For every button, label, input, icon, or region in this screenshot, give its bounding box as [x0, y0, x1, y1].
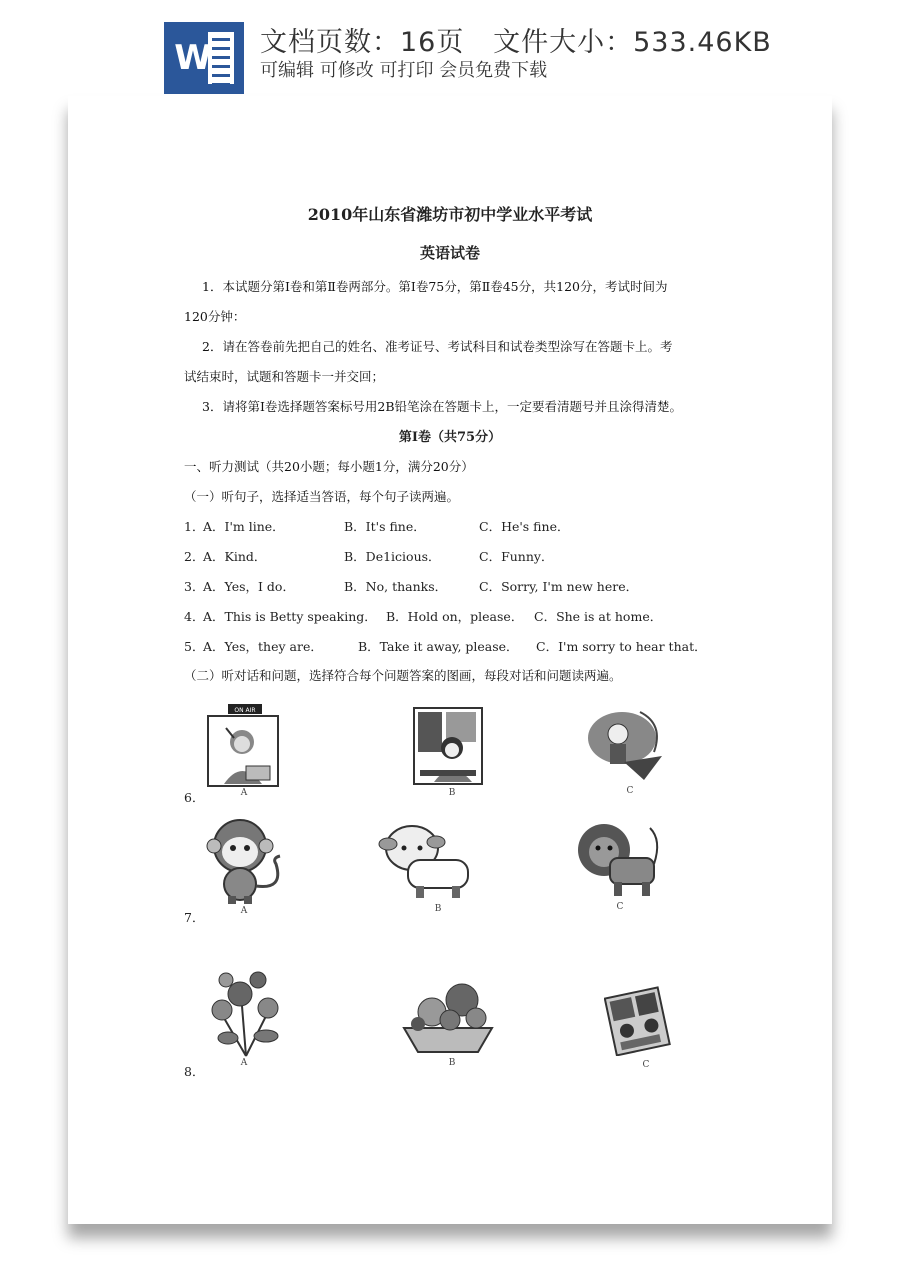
picture-label: C: [616, 902, 624, 912]
part-heading: 一、听力测试（共20小题；每小题1分，满分20分）: [184, 459, 474, 474]
radio-host-girl-picture: [206, 704, 280, 788]
word-document-icon: W: [164, 22, 244, 94]
girl-at-desk-picture: [412, 706, 484, 786]
picture-label: A: [240, 1058, 248, 1068]
question-number: 5．: [184, 639, 205, 654]
question-number: 6．: [184, 790, 205, 805]
option-b: B．Hold on，please．: [386, 609, 524, 624]
option-a: A．This is Betty speaking．: [203, 609, 377, 624]
option-a: A．Yes，I do．: [203, 579, 295, 594]
instruction-line: 试结束时，试题和答题卡一并交回；: [184, 369, 385, 384]
exam-title: 2010年山东省潍坊市初中学业水平考试: [307, 205, 593, 224]
question-number: 1．: [184, 519, 205, 534]
picture-label: C: [626, 786, 634, 796]
option-a: A．I'm line．: [203, 519, 285, 534]
picture-label: B: [448, 788, 456, 798]
sheep-picture: [378, 820, 478, 902]
question-number: 8．: [184, 1064, 205, 1079]
document-features: 可编辑 可修改 可打印 会员免费下载: [260, 60, 548, 81]
option-b: B．It's fine．: [344, 519, 426, 534]
option-c: C．Funny．: [479, 549, 554, 564]
question-number: 4．: [184, 609, 205, 624]
on-air-sign: ON AIR: [234, 707, 256, 714]
option-b: B．De1icious．: [344, 549, 441, 564]
option-b: B．Take it away, please．: [358, 639, 519, 654]
question-number: 3．: [184, 579, 205, 594]
download-banner: [0, 0, 900, 96]
option-c: C．She is at home．: [534, 609, 663, 624]
lion-picture: [574, 820, 664, 900]
picture-label: A: [240, 906, 248, 916]
option-a: A．Yes，they are．: [203, 639, 323, 654]
instruction-line: 120分钟：: [184, 309, 246, 324]
option-c: C．I'm sorry to hear that．: [536, 639, 707, 654]
flowers-picture: [206, 966, 288, 1058]
sub-heading: （一）听句子，选择适当答语，每个句子读两遍。: [184, 489, 460, 504]
instruction-line: 3．请将第Ⅰ卷选择题答案标号用2B铅笔涂在答题卡上，一定要看清题号并且涂得清楚。: [202, 399, 683, 414]
chocolate-box-picture: [604, 984, 674, 1056]
option-c: C．He's fine．: [479, 519, 570, 534]
question-number: 2．: [184, 549, 205, 564]
exam-subtitle: 英语试卷: [419, 244, 480, 262]
sub-heading: （二）听对话和问题，选择符合每个问题答案的图画，每段对话和问题读两遍。: [184, 668, 622, 683]
boy-sleeping-picture: [584, 704, 666, 784]
instruction-line: 2．请在答卷前先把自己的姓名、准考证号、考试科目和试卷类型涂写在答题卡上。考: [202, 339, 673, 354]
document-page: [68, 96, 832, 1224]
monkey-picture: [204, 814, 294, 906]
option-a: A．Kind．: [203, 549, 267, 564]
picture-label: A: [240, 788, 248, 798]
option-b: B．No, thanks．: [344, 579, 448, 594]
section-title: 第Ⅰ卷（共75分）: [398, 430, 502, 445]
instruction-line: 1．本试题分第Ⅰ卷和第Ⅱ卷两部分。第Ⅰ卷75分，第Ⅱ卷45分，共120分，考试时间为: [202, 279, 668, 294]
picture-label: B: [448, 1058, 456, 1068]
picture-label: C: [642, 1060, 650, 1070]
document-info: 文档页数：16页 文件大小：533.46KB: [260, 27, 772, 58]
picture-label: B: [434, 904, 442, 914]
question-number: 7．: [184, 910, 205, 925]
option-c: C．Sorry, I'm new here．: [479, 579, 639, 594]
fruit-basket-picture: [398, 976, 498, 1056]
